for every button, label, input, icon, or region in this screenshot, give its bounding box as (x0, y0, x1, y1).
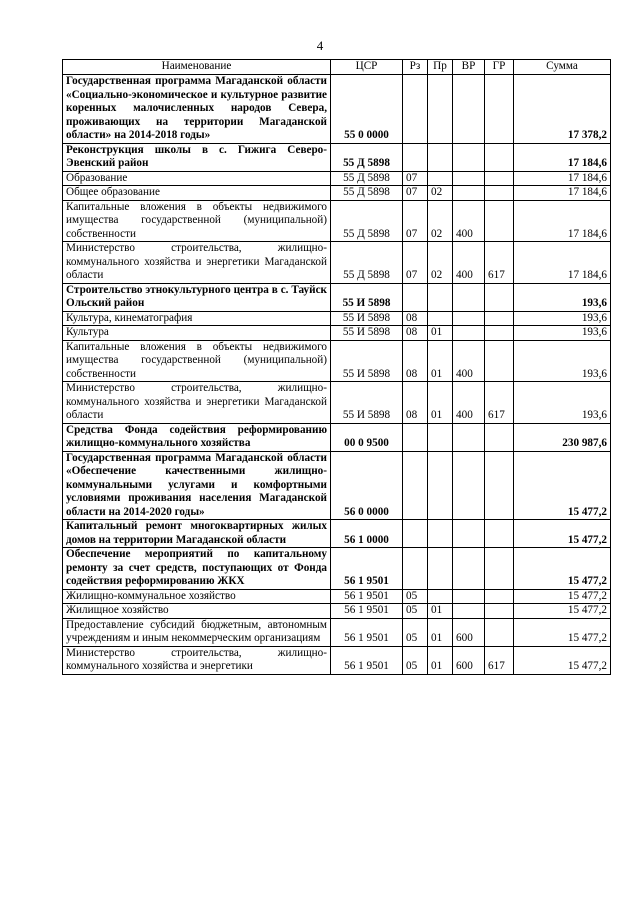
cell-pr: 02 (428, 242, 453, 284)
cell-name: Обеспечение мероприятий по капитальному ремонту за счет средств, поступающих от Фонда содействия реформированию ЖКХ (63, 548, 331, 590)
cell-rz: 05 (403, 646, 428, 674)
cell-rz: 07 (403, 242, 428, 284)
table-row (63, 604, 611, 619)
table-row (63, 200, 611, 242)
cell-sum: 230 987,6 (514, 423, 611, 451)
cell-name: Культура (63, 326, 331, 341)
cell-vr (453, 283, 485, 311)
cell-rz: 05 (403, 604, 428, 619)
cell-rz: 07 (403, 171, 428, 186)
table-body (63, 75, 611, 675)
cell-name: Строительство этнокультурного центра в с. Тауйск Ольский район (63, 283, 331, 311)
cell-csr: 55 И 5898 (331, 340, 403, 382)
cell-pr: 01 (428, 646, 453, 674)
cell-csr: 56 1 9501 (331, 618, 403, 646)
cell-csr: 55 И 5898 (331, 283, 403, 311)
table-row (63, 340, 611, 382)
cell-name: Средства Фонда содействия реформированию жилищно-коммунального хозяйства (63, 423, 331, 451)
cell-gr (485, 340, 514, 382)
cell-sum: 17 184,6 (514, 143, 611, 171)
cell-gr (485, 326, 514, 341)
cell-csr: 56 1 9501 (331, 646, 403, 674)
cell-vr (453, 423, 485, 451)
cell-csr: 55 Д 5898 (331, 186, 403, 201)
cell-sum: 15 477,2 (514, 618, 611, 646)
cell-rz: 07 (403, 200, 428, 242)
cell-rz (403, 143, 428, 171)
cell-name: Реконструкция школы в с. Гижига Северо-Эвенский район (63, 143, 331, 171)
cell-rz (403, 283, 428, 311)
cell-vr: 400 (453, 340, 485, 382)
cell-csr: 56 1 9501 (331, 589, 403, 604)
cell-csr: 55 Д 5898 (331, 143, 403, 171)
cell-rz: 08 (403, 340, 428, 382)
table-row (63, 646, 611, 674)
cell-name: Министерство строительства, жилищно-коммунального хозяйства и энергетики Магаданской области (63, 242, 331, 284)
cell-csr: 55 Д 5898 (331, 171, 403, 186)
cell-name: Жилищно-коммунальное хозяйство (63, 589, 331, 604)
cell-gr (485, 143, 514, 171)
cell-pr (428, 143, 453, 171)
cell-name: Капитальные вложения в объекты недвижимого имущества государственной (муниципальной) собственности (63, 340, 331, 382)
cell-pr (428, 311, 453, 326)
cell-pr: 02 (428, 186, 453, 201)
cell-rz (403, 423, 428, 451)
cell-csr: 56 1 9501 (331, 548, 403, 590)
cell-gr (485, 75, 514, 144)
cell-pr (428, 589, 453, 604)
cell-pr: 01 (428, 326, 453, 341)
cell-rz: 08 (403, 326, 428, 341)
table-row (63, 283, 611, 311)
cell-vr (453, 311, 485, 326)
cell-pr: 01 (428, 618, 453, 646)
cell-name: Капитальный ремонт многоквартирных жилых домов на территории Магаданской области (63, 520, 331, 548)
cell-csr: 55 И 5898 (331, 311, 403, 326)
cell-gr (485, 604, 514, 619)
cell-vr: 400 (453, 200, 485, 242)
cell-sum: 17 378,2 (514, 75, 611, 144)
cell-sum: 17 184,6 (514, 200, 611, 242)
cell-sum: 193,6 (514, 283, 611, 311)
table-row (63, 311, 611, 326)
cell-sum: 17 184,6 (514, 242, 611, 284)
page-number: 4 (316, 38, 324, 53)
cell-name: Министерство строительства, жилищно-коммунального хозяйства и энергетики Магаданской области (63, 382, 331, 424)
table-row (63, 451, 611, 520)
cell-sum: 193,6 (514, 326, 611, 341)
cell-vr: 400 (453, 242, 485, 284)
cell-csr: 56 1 0000 (331, 520, 403, 548)
table-row (63, 520, 611, 548)
cell-rz (403, 451, 428, 520)
cell-pr (428, 283, 453, 311)
cell-vr: 400 (453, 382, 485, 424)
table-row (63, 186, 611, 201)
cell-vr (453, 548, 485, 590)
cell-sum: 17 184,6 (514, 186, 611, 201)
cell-sum: 193,6 (514, 382, 611, 424)
cell-sum: 193,6 (514, 340, 611, 382)
cell-pr (428, 423, 453, 451)
cell-pr (428, 451, 453, 520)
cell-sum: 15 477,2 (514, 589, 611, 604)
cell-name: Образование (63, 171, 331, 186)
cell-gr (485, 283, 514, 311)
cell-vr: 600 (453, 618, 485, 646)
cell-rz (403, 75, 428, 144)
cell-name: Государственная программа Магаданской области «Социально-экономическое и культурное развитие коренных малочисленных народов Севера, проживающих на территории Магаданской области» на 2014-2018 годы» (63, 75, 331, 144)
header-rz: Рз (403, 60, 428, 75)
cell-sum: 15 477,2 (514, 520, 611, 548)
cell-csr: 55 0 0000 (331, 75, 403, 144)
table-row (63, 589, 611, 604)
cell-gr: 617 (485, 382, 514, 424)
cell-name: Капитальные вложения в объекты недвижимого имущества государственной (муниципальной) собственности (63, 200, 331, 242)
cell-rz: 05 (403, 589, 428, 604)
cell-pr: 01 (428, 382, 453, 424)
table-header (63, 60, 611, 75)
header-gr: ГР (485, 60, 514, 75)
cell-gr: 617 (485, 242, 514, 284)
cell-gr (485, 171, 514, 186)
cell-vr (453, 186, 485, 201)
cell-csr: 55 И 5898 (331, 382, 403, 424)
header-csr: ЦСР (331, 60, 403, 75)
header-row (63, 60, 611, 75)
cell-rz: 08 (403, 382, 428, 424)
table-row (63, 326, 611, 341)
cell-name: Государственная программа Магаданской области «Обеспечение качественными жилищно-коммунальными услугами и комфортными условиями проживания населения Магаданской области на 2014-2020 годы» (63, 451, 331, 520)
cell-sum: 15 477,2 (514, 604, 611, 619)
cell-vr (453, 326, 485, 341)
cell-csr: 55 И 5898 (331, 326, 403, 341)
table-row (63, 171, 611, 186)
cell-gr (485, 423, 514, 451)
header-vr: ВР (453, 60, 485, 75)
cell-pr (428, 548, 453, 590)
cell-gr (485, 548, 514, 590)
cell-gr (485, 589, 514, 604)
cell-name: Общее образование (63, 186, 331, 201)
cell-rz: 08 (403, 311, 428, 326)
cell-gr (485, 520, 514, 548)
cell-sum: 15 477,2 (514, 548, 611, 590)
cell-sum: 15 477,2 (514, 646, 611, 674)
table-row (63, 143, 611, 171)
budget-table (62, 59, 611, 675)
table-row (63, 423, 611, 451)
cell-vr (453, 143, 485, 171)
header-sum: Сумма (514, 60, 611, 75)
cell-sum: 15 477,2 (514, 451, 611, 520)
cell-pr (428, 520, 453, 548)
cell-csr: 56 0 0000 (331, 451, 403, 520)
table-row (63, 548, 611, 590)
cell-gr (485, 186, 514, 201)
table-row (63, 242, 611, 284)
cell-vr: 600 (453, 646, 485, 674)
cell-pr (428, 75, 453, 144)
cell-name: Культура, кинематография (63, 311, 331, 326)
cell-rz: 05 (403, 618, 428, 646)
cell-rz (403, 520, 428, 548)
cell-gr (485, 618, 514, 646)
cell-vr (453, 604, 485, 619)
cell-vr (453, 75, 485, 144)
cell-sum: 193,6 (514, 311, 611, 326)
cell-pr: 01 (428, 604, 453, 619)
cell-name: Предоставление субсидий бюджетным, автономным учреждениям и иным некоммерческим организациям (63, 618, 331, 646)
cell-pr: 02 (428, 200, 453, 242)
cell-csr: 00 0 9500 (331, 423, 403, 451)
header-name: Наименование (63, 60, 331, 75)
table-row (63, 75, 611, 144)
table-row (63, 618, 611, 646)
cell-csr: 56 1 9501 (331, 604, 403, 619)
cell-pr (428, 171, 453, 186)
cell-name: Жилищное хозяйство (63, 604, 331, 619)
cell-pr: 01 (428, 340, 453, 382)
cell-gr: 617 (485, 646, 514, 674)
cell-gr (485, 311, 514, 326)
cell-gr (485, 451, 514, 520)
cell-csr: 55 Д 5898 (331, 242, 403, 284)
cell-vr (453, 520, 485, 548)
cell-rz (403, 548, 428, 590)
cell-gr (485, 200, 514, 242)
cell-vr (453, 589, 485, 604)
cell-name: Министерство строительства, жилищно-коммунального хозяйства и энергетики (63, 646, 331, 674)
cell-rz: 07 (403, 186, 428, 201)
header-pr: Пр (428, 60, 453, 75)
cell-csr: 55 Д 5898 (331, 200, 403, 242)
table-row (63, 382, 611, 424)
cell-vr (453, 451, 485, 520)
cell-sum: 17 184,6 (514, 171, 611, 186)
cell-vr (453, 171, 485, 186)
